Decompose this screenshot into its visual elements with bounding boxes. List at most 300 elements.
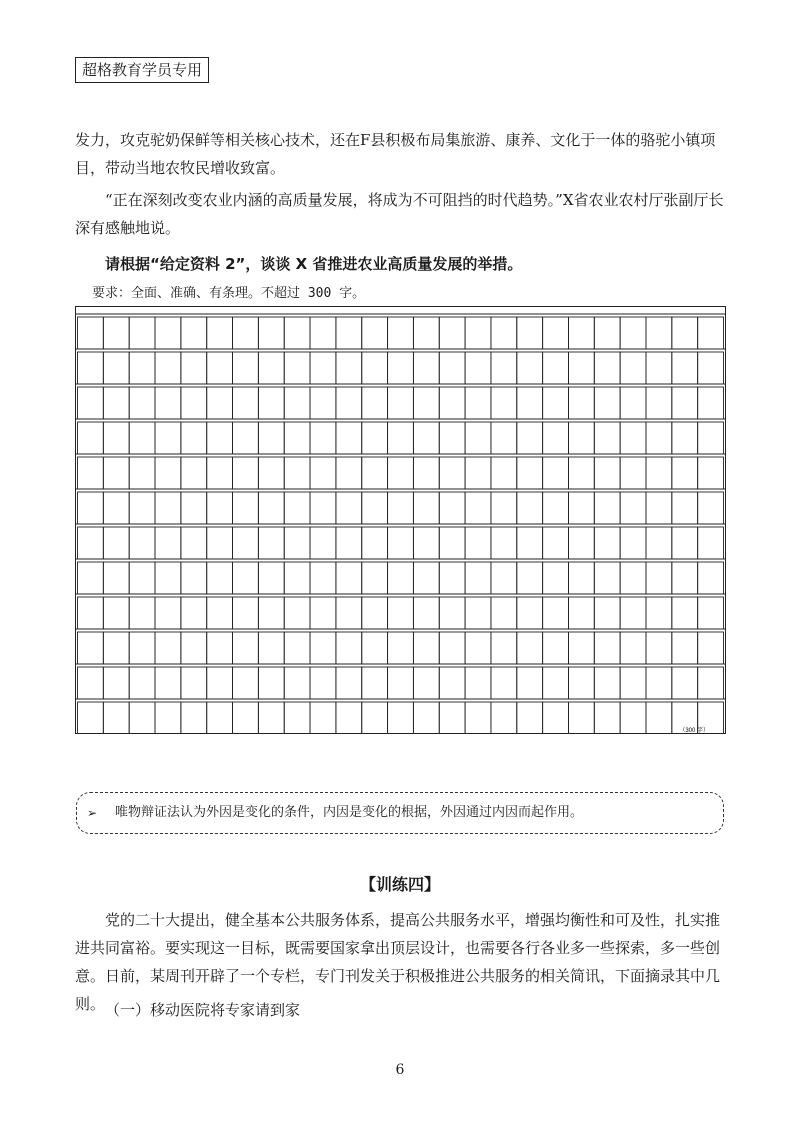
grid-cell[interactable] [620, 457, 646, 489]
grid-cell[interactable] [465, 492, 491, 524]
grid-cell[interactable] [207, 562, 233, 594]
grid-cell[interactable] [594, 527, 620, 559]
grid-cell[interactable] [517, 597, 543, 629]
grid-cell[interactable] [103, 317, 129, 349]
grid-cell[interactable] [698, 632, 724, 664]
grid-cell[interactable] [439, 422, 465, 454]
grid-cell[interactable] [517, 632, 543, 664]
grid-cell[interactable] [646, 492, 672, 524]
grid-cell[interactable] [698, 527, 724, 559]
grid-cell[interactable] [517, 667, 543, 699]
grid-cell[interactable] [620, 317, 646, 349]
grid-cell[interactable] [465, 527, 491, 559]
grid-cell[interactable] [310, 457, 336, 489]
grid-row[interactable] [75, 454, 726, 489]
grid-cell[interactable] [672, 492, 698, 524]
grid-cell[interactable] [233, 562, 259, 594]
grid-cell[interactable] [310, 317, 336, 349]
grid-cell[interactable] [672, 667, 698, 699]
grid-cell[interactable] [646, 597, 672, 629]
grid-cell[interactable] [155, 387, 181, 419]
grid-row[interactable] [75, 629, 726, 664]
grid-cell[interactable] [491, 667, 517, 699]
grid-cell[interactable] [181, 492, 207, 524]
grid-cell[interactable] [543, 457, 569, 489]
grid-cell[interactable] [258, 632, 284, 664]
grid-cell[interactable] [258, 702, 284, 734]
grid-cell[interactable] [362, 352, 388, 384]
grid-cell[interactable] [181, 352, 207, 384]
grid-cell[interactable] [413, 597, 439, 629]
grid-cell[interactable] [646, 667, 672, 699]
grid-cell[interactable] [155, 527, 181, 559]
grid-cell[interactable] [517, 317, 543, 349]
grid-cell[interactable] [594, 352, 620, 384]
grid-cell[interactable] [181, 562, 207, 594]
grid-cell[interactable] [284, 352, 310, 384]
grid-cell[interactable] [129, 387, 155, 419]
grid-cell[interactable] [336, 702, 362, 734]
grid-cell[interactable] [646, 702, 672, 734]
grid-cell[interactable] [413, 317, 439, 349]
grid-cell[interactable] [517, 422, 543, 454]
grid-cell[interactable] [129, 317, 155, 349]
grid-cell[interactable] [439, 352, 465, 384]
grid-cell[interactable] [543, 387, 569, 419]
grid-cell[interactable] [465, 457, 491, 489]
grid-cell[interactable] [439, 597, 465, 629]
grid-cell[interactable] [362, 457, 388, 489]
grid-cell[interactable] [362, 527, 388, 559]
grid-cell[interactable] [620, 527, 646, 559]
grid-cell[interactable] [491, 702, 517, 734]
grid-cell[interactable] [413, 667, 439, 699]
grid-cell[interactable] [258, 352, 284, 384]
grid-cell[interactable] [698, 457, 724, 489]
grid-row[interactable] [75, 314, 726, 349]
grid-cell[interactable] [388, 317, 414, 349]
grid-cell[interactable] [594, 667, 620, 699]
grid-cell[interactable] [517, 702, 543, 734]
grid-cell[interactable] [620, 702, 646, 734]
grid-cell[interactable] [129, 667, 155, 699]
grid-cell[interactable] [336, 457, 362, 489]
grid-cell[interactable] [698, 352, 724, 384]
grid-cell[interactable] [491, 562, 517, 594]
grid-cell[interactable] [78, 422, 104, 454]
grid-cell[interactable] [78, 597, 104, 629]
grid-cell[interactable] [388, 352, 414, 384]
grid-cell[interactable] [336, 422, 362, 454]
grid-cell[interactable] [388, 562, 414, 594]
grid-cell[interactable] [181, 317, 207, 349]
grid-cell[interactable] [336, 317, 362, 349]
grid-cell[interactable] [207, 632, 233, 664]
grid-cell[interactable] [233, 457, 259, 489]
grid-cell[interactable] [439, 492, 465, 524]
grid-cell[interactable] [568, 527, 594, 559]
grid-cell[interactable] [620, 632, 646, 664]
grid-cell[interactable] [78, 387, 104, 419]
grid-cell[interactable] [129, 527, 155, 559]
grid-cell[interactable] [491, 387, 517, 419]
grid-cell[interactable] [491, 352, 517, 384]
grid-cell[interactable] [388, 387, 414, 419]
grid-cell[interactable] [207, 317, 233, 349]
grid-cell[interactable] [336, 352, 362, 384]
grid-row[interactable] [75, 349, 726, 384]
grid-cell[interactable] [336, 387, 362, 419]
grid-cell[interactable] [207, 422, 233, 454]
grid-cell[interactable] [646, 422, 672, 454]
grid-cell[interactable] [207, 492, 233, 524]
grid-cell[interactable] [517, 527, 543, 559]
grid-cell[interactable] [336, 667, 362, 699]
grid-cell[interactable] [207, 527, 233, 559]
grid-cell[interactable] [310, 562, 336, 594]
grid-cell[interactable] [103, 702, 129, 734]
grid-cell[interactable] [207, 457, 233, 489]
grid-cell[interactable] [207, 667, 233, 699]
grid-cell[interactable] [284, 422, 310, 454]
grid-cell[interactable] [491, 317, 517, 349]
grid-cell[interactable] [284, 667, 310, 699]
grid-cell[interactable] [568, 597, 594, 629]
grid-cell[interactable] [258, 667, 284, 699]
grid-cell[interactable] [543, 597, 569, 629]
grid-cell[interactable] [568, 562, 594, 594]
grid-cell[interactable] [594, 597, 620, 629]
grid-cell[interactable] [413, 632, 439, 664]
grid-cell[interactable] [155, 702, 181, 734]
grid-cell[interactable] [620, 387, 646, 419]
grid-cell[interactable] [258, 527, 284, 559]
grid-cell[interactable] [310, 667, 336, 699]
grid-cell[interactable] [672, 317, 698, 349]
grid-cell[interactable] [620, 352, 646, 384]
grid-cell[interactable] [646, 562, 672, 594]
grid-cell[interactable] [181, 597, 207, 629]
grid-cell[interactable] [181, 632, 207, 664]
grid-cell[interactable] [284, 492, 310, 524]
grid-cell[interactable] [646, 632, 672, 664]
grid-cell[interactable] [155, 422, 181, 454]
grid-cell[interactable] [646, 387, 672, 419]
grid-cell[interactable] [258, 317, 284, 349]
grid-cell[interactable] [594, 632, 620, 664]
grid-cell[interactable] [233, 352, 259, 384]
grid-cell[interactable] [439, 457, 465, 489]
grid-cell[interactable] [78, 527, 104, 559]
grid-cell[interactable] [465, 632, 491, 664]
grid-cell[interactable] [129, 597, 155, 629]
grid-cell[interactable] [310, 527, 336, 559]
grid-cell[interactable] [258, 422, 284, 454]
grid-cell[interactable] [388, 632, 414, 664]
grid-row[interactable] [75, 384, 726, 419]
grid-row[interactable] [75, 524, 726, 559]
grid-row[interactable] [75, 419, 726, 454]
grid-cell[interactable] [517, 562, 543, 594]
grid-cell[interactable] [388, 457, 414, 489]
grid-cell[interactable] [155, 457, 181, 489]
grid-cell[interactable] [439, 317, 465, 349]
grid-cell[interactable] [568, 352, 594, 384]
grid-cell[interactable] [78, 457, 104, 489]
grid-cell[interactable] [310, 422, 336, 454]
grid-cell[interactable] [413, 702, 439, 734]
grid-cell[interactable] [155, 667, 181, 699]
grid-cell[interactable] [129, 492, 155, 524]
grid-cell[interactable] [284, 317, 310, 349]
grid-cell[interactable] [258, 457, 284, 489]
grid-cell[interactable] [233, 597, 259, 629]
grid-cell[interactable] [413, 492, 439, 524]
grid-cell[interactable] [543, 702, 569, 734]
grid-cell[interactable] [413, 562, 439, 594]
grid-cell[interactable] [233, 632, 259, 664]
grid-cell[interactable] [284, 702, 310, 734]
grid-cell[interactable] [181, 387, 207, 419]
grid-cell[interactable] [362, 387, 388, 419]
grid-cell[interactable] [646, 352, 672, 384]
grid-cell[interactable] [362, 667, 388, 699]
grid-cell[interactable] [568, 387, 594, 419]
grid-cell[interactable] [388, 527, 414, 559]
grid-cell[interactable] [103, 527, 129, 559]
grid-cell[interactable] [388, 422, 414, 454]
grid-cell[interactable] [491, 492, 517, 524]
grid-cell[interactable] [698, 387, 724, 419]
grid-cell[interactable] [594, 562, 620, 594]
grid-cell[interactable] [181, 702, 207, 734]
grid-cell[interactable] [310, 387, 336, 419]
grid-cell[interactable] [517, 492, 543, 524]
grid-cell[interactable] [568, 667, 594, 699]
grid-cell[interactable] [465, 317, 491, 349]
grid-cell[interactable] [207, 702, 233, 734]
grid-cell[interactable] [517, 387, 543, 419]
grid-cell[interactable] [310, 702, 336, 734]
grid-cell[interactable] [310, 352, 336, 384]
grid-cell[interactable] [465, 667, 491, 699]
grid-cell[interactable] [413, 387, 439, 419]
grid-cell[interactable] [672, 632, 698, 664]
grid-cell[interactable] [103, 352, 129, 384]
grid-cell[interactable] [388, 492, 414, 524]
grid-cell[interactable] [310, 597, 336, 629]
grid-row[interactable] [75, 594, 726, 629]
grid-row[interactable] [75, 559, 726, 594]
grid-cell[interactable] [465, 387, 491, 419]
grid-cell[interactable] [698, 562, 724, 594]
grid-cell[interactable] [388, 597, 414, 629]
grid-cell[interactable] [362, 562, 388, 594]
grid-cell[interactable] [233, 422, 259, 454]
grid-cell[interactable] [155, 352, 181, 384]
grid-cell[interactable] [465, 352, 491, 384]
grid-cell[interactable] [543, 632, 569, 664]
grid-cell[interactable] [284, 562, 310, 594]
grid-cell[interactable] [310, 492, 336, 524]
grid-cell[interactable] [362, 702, 388, 734]
grid-cell[interactable] [568, 702, 594, 734]
grid-cell[interactable] [672, 457, 698, 489]
grid-cell[interactable] [439, 562, 465, 594]
grid-cell[interactable] [543, 527, 569, 559]
grid-cell[interactable] [362, 422, 388, 454]
grid-cell[interactable] [258, 387, 284, 419]
grid-cell[interactable] [155, 632, 181, 664]
grid-cell[interactable] [129, 352, 155, 384]
grid-cell[interactable] [258, 492, 284, 524]
grid-cell[interactable] [233, 492, 259, 524]
grid-cell[interactable] [491, 597, 517, 629]
grid-cell[interactable] [698, 492, 724, 524]
grid-cell[interactable] [543, 317, 569, 349]
grid-cell[interactable] [568, 492, 594, 524]
grid-cell[interactable] [517, 457, 543, 489]
grid-cell[interactable] [672, 387, 698, 419]
grid-cell[interactable] [336, 597, 362, 629]
grid-cell[interactable] [103, 457, 129, 489]
grid-cell[interactable] [258, 562, 284, 594]
grid-cell[interactable] [78, 317, 104, 349]
grid-cell[interactable] [129, 457, 155, 489]
grid-cell[interactable] [129, 422, 155, 454]
grid-cell[interactable] [465, 702, 491, 734]
grid-cell[interactable] [284, 457, 310, 489]
grid-cell[interactable] [620, 562, 646, 594]
grid-cell[interactable] [207, 387, 233, 419]
grid-cell[interactable] [207, 352, 233, 384]
grid-cell[interactable] [181, 457, 207, 489]
grid-cell[interactable] [233, 527, 259, 559]
grid-cell[interactable] [672, 562, 698, 594]
grid-cell[interactable] [698, 422, 724, 454]
grid-cell[interactable] [568, 422, 594, 454]
grid-cell[interactable] [620, 492, 646, 524]
grid-cell[interactable] [155, 597, 181, 629]
grid-cell[interactable] [439, 387, 465, 419]
grid-cell[interactable] [103, 597, 129, 629]
grid-cell[interactable] [698, 317, 724, 349]
grid-cell[interactable] [491, 422, 517, 454]
grid-cell[interactable] [439, 702, 465, 734]
grid-cell[interactable] [465, 562, 491, 594]
grid-cell[interactable] [672, 597, 698, 629]
grid-cell[interactable] [620, 597, 646, 629]
grid-cell[interactable] [620, 667, 646, 699]
grid-cell[interactable] [362, 597, 388, 629]
grid-row[interactable] [75, 489, 726, 524]
grid-cell[interactable] [78, 492, 104, 524]
grid-cell[interactable] [78, 632, 104, 664]
grid-cell[interactable] [646, 527, 672, 559]
grid-cell[interactable] [155, 562, 181, 594]
grid-cell[interactable] [155, 317, 181, 349]
grid-cell[interactable] [103, 492, 129, 524]
grid-cell[interactable] [258, 597, 284, 629]
grid-cell[interactable] [594, 702, 620, 734]
grid-cell[interactable] [233, 667, 259, 699]
grid-cell[interactable] [233, 702, 259, 734]
grid-cell[interactable] [491, 632, 517, 664]
grid-cell[interactable] [543, 562, 569, 594]
grid-cell[interactable] [78, 562, 104, 594]
grid-cell[interactable] [543, 667, 569, 699]
grid-row[interactable] [75, 664, 726, 699]
grid-cell[interactable] [129, 702, 155, 734]
grid-cell[interactable] [233, 317, 259, 349]
grid-cell[interactable] [362, 632, 388, 664]
grid-cell[interactable] [465, 597, 491, 629]
grid-cell[interactable] [465, 422, 491, 454]
grid-cell[interactable] [78, 667, 104, 699]
grid-cell[interactable] [103, 387, 129, 419]
grid-cell[interactable] [388, 667, 414, 699]
grid-cell[interactable] [103, 562, 129, 594]
grid-cell[interactable] [336, 527, 362, 559]
grid-cell[interactable] [336, 632, 362, 664]
grid-cell[interactable] [284, 387, 310, 419]
grid-cell[interactable] [413, 527, 439, 559]
grid-cell[interactable] [78, 702, 104, 734]
grid-cell[interactable] [439, 632, 465, 664]
grid-cell[interactable] [413, 422, 439, 454]
grid-cell[interactable] [568, 632, 594, 664]
grid-cell[interactable] [672, 352, 698, 384]
grid-cell[interactable] [284, 632, 310, 664]
grid-cell[interactable] [543, 352, 569, 384]
grid-cell[interactable] [439, 667, 465, 699]
grid-cell[interactable] [620, 422, 646, 454]
answer-grid[interactable] [75, 306, 726, 734]
grid-cell[interactable] [672, 527, 698, 559]
grid-cell[interactable] [103, 422, 129, 454]
grid-cell[interactable] [594, 457, 620, 489]
grid-cell[interactable] [439, 527, 465, 559]
grid-cell[interactable] [336, 562, 362, 594]
grid-cell[interactable] [129, 632, 155, 664]
grid-cell[interactable] [388, 702, 414, 734]
grid-cell[interactable] [103, 667, 129, 699]
grid-cell[interactable] [491, 527, 517, 559]
grid-cell[interactable] [568, 457, 594, 489]
grid-cell[interactable] [362, 492, 388, 524]
grid-cell[interactable] [698, 667, 724, 699]
grid-cell[interactable] [594, 422, 620, 454]
grid-cell[interactable] [646, 457, 672, 489]
grid-cell[interactable] [672, 422, 698, 454]
grid-cell[interactable] [284, 527, 310, 559]
grid-cell[interactable] [517, 352, 543, 384]
grid-cell[interactable] [233, 387, 259, 419]
grid-cell[interactable] [543, 422, 569, 454]
grid-cell[interactable] [646, 317, 672, 349]
grid-cell[interactable] [78, 352, 104, 384]
grid-row[interactable] [75, 699, 726, 734]
grid-cell[interactable] [362, 317, 388, 349]
grid-cell[interactable] [181, 527, 207, 559]
grid-cell[interactable] [207, 597, 233, 629]
grid-cell[interactable] [284, 597, 310, 629]
grid-cell[interactable] [594, 492, 620, 524]
grid-cell[interactable] [413, 352, 439, 384]
grid-cell[interactable] [698, 597, 724, 629]
grid-cell[interactable] [594, 387, 620, 419]
grid-cell[interactable] [491, 457, 517, 489]
